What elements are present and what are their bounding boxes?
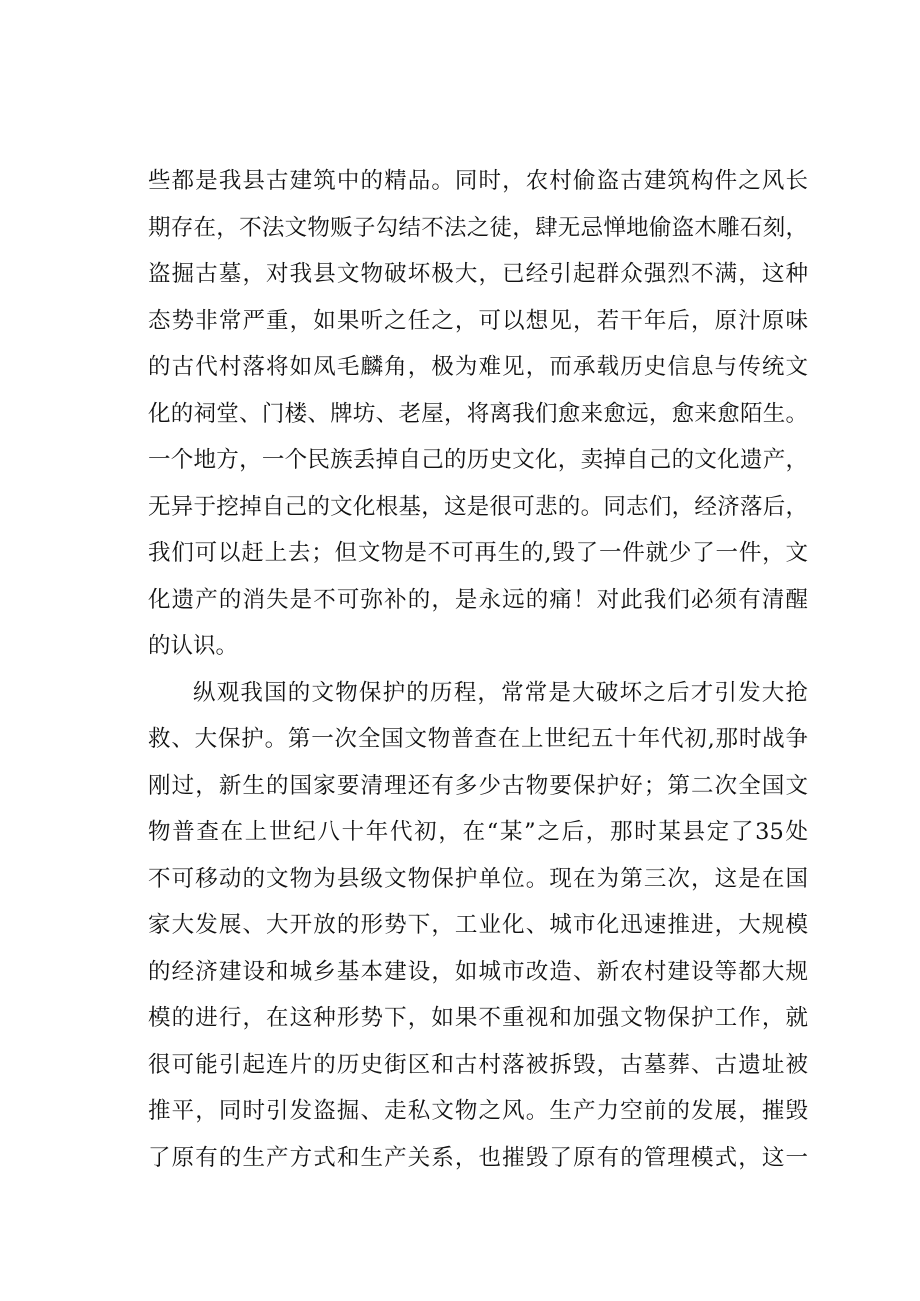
text-line: 推平，同时引发盗掘、走私文物之风。生产力空前的发展，摧毁 (148, 1098, 808, 1124)
text-line: 态势非常严重，如果听之任之，可以想见，若干年后，原汁原味 (148, 307, 808, 334)
body-text (148, 158, 808, 1181)
text-line: 刚过，新生的国家要清理还有多少古物要保护好；第二次全国文 (148, 772, 808, 799)
text-line: 些都是我县古建筑中的精品。同时，农村偷盗古建筑构件之风长 (148, 168, 808, 194)
text-line: 纵观我国的文物保护的历程，常常是大破坏之后才引发大抢 (193, 679, 808, 706)
text-line: 化的祠堂、门楼、牌坊、老屋，将离我们愈来愈远，愈来愈陌生。 (148, 400, 808, 427)
text-line: 家大发展、大开放的形势下，工业化、城市化迅速推进，大规模 (148, 912, 808, 938)
text-line: 救、大保护。第一次全国文物普查在上世纪五十年代初,那时战争 (148, 726, 808, 752)
text-line: 期存在，不法文物贩子勾结不法之徒，肆无忌惮地偷盗木雕石刻， (148, 214, 808, 241)
text-line: 物普查在上世纪八十年代初，在“某”之后，那时某县定了35处 (148, 819, 808, 845)
paragraph-2 (148, 670, 808, 1182)
text-line: 的古代村落将如凤毛麟角，极为难见，而承载历史信息与传统文 (148, 354, 808, 380)
text-line: 的认识。 (148, 633, 239, 659)
text-line: 的经济建设和城乡基本建设，如城市改造、新农村建设等都大规 (148, 958, 808, 985)
text-line: 化遗产的消失是不可弥补的，是永远的痛！对此我们必须有清醒 (148, 586, 808, 613)
text-line: 模的进行，在这种形势下，如果不重视和加强文物保护工作，就 (148, 1005, 808, 1031)
text-line: 很可能引起连片的历史街区和古村落被拆毁，古墓葬、古遗址被 (148, 1051, 808, 1078)
text-line: 我们可以赶上去；但文物是不可再生的,毁了一件就少了一件，文 (148, 540, 808, 566)
text-line: 了原有的生产方式和生产关系，也摧毁了原有的管理模式，这一 (148, 1144, 808, 1171)
text-line: 盗掘古墓，对我县文物破坏极大，已经引起群众强烈不满，这种 (148, 261, 808, 287)
text-line: 一个地方，一个民族丢掉自己的历史文化，卖掉自己的文化遗产， (148, 447, 808, 473)
text-line: 无异于挖掉自己的文化根基，这是很可悲的。同志们，经济落后， (148, 493, 808, 520)
paragraph-1 (148, 158, 808, 670)
text-line: 不可移动的文物为县级文物保护单位。现在为第三次，这是在国 (148, 865, 808, 892)
